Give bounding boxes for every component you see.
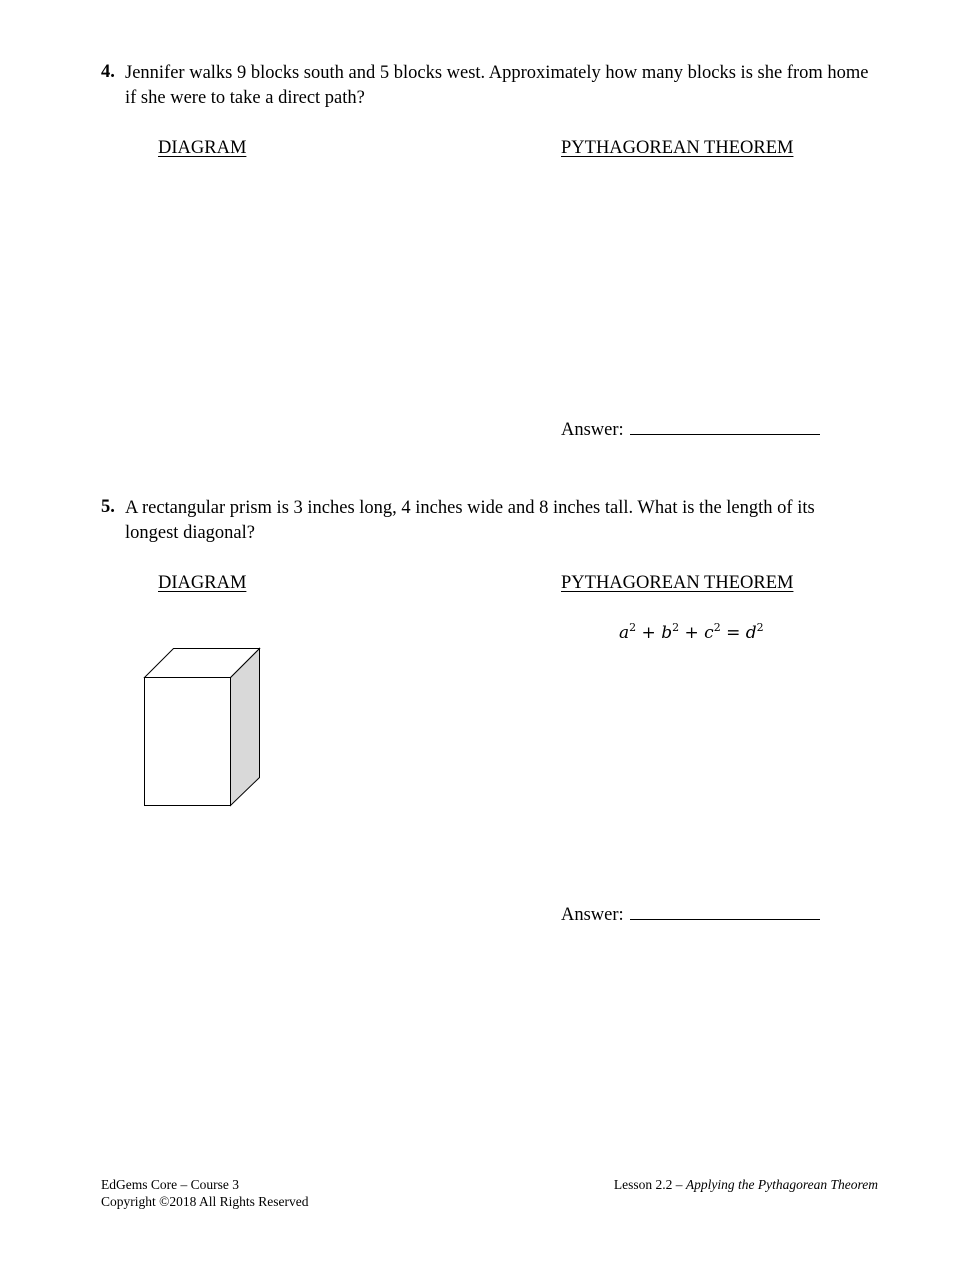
problem-4-theorem-heading: PYTHAGOREAN THEOREM xyxy=(561,138,794,158)
problem-4-diagram-heading: DIAGRAM xyxy=(158,138,247,158)
problem-5-answer-blank[interactable] xyxy=(630,905,820,920)
problem-4-answer[interactable] xyxy=(561,420,820,441)
footer-copyright: Copyright ©2018 All Rights Reserved xyxy=(101,1194,309,1209)
prism-front-face xyxy=(145,678,231,806)
footer-lesson-title: Applying the Pythagorean Theorem xyxy=(685,1177,878,1192)
footer-lesson-number: Lesson 2.2 – xyxy=(613,1177,686,1192)
problem-4-answer-label: Answer: xyxy=(561,420,624,440)
problem-4-text: Jennifer walks 9 blocks south and 5 blocks west. Approximately how many blocks is she from home if she were to take a direct path? xyxy=(125,63,869,108)
problem-5-text: A rectangular prism is 3 inches long, 4 inches wide and 8 inches tall. What is the length of its longest diagonal? xyxy=(125,498,815,543)
problem-4-number: 4. xyxy=(101,62,115,82)
problem-5-number: 5. xyxy=(101,497,115,517)
rectangular-prism-diagram xyxy=(141,645,263,809)
problem-5-answer-label: Answer: xyxy=(561,905,624,925)
pythagorean-3d-formula: $a^2 + b^2 + c^2 = d^2$ xyxy=(619,621,764,643)
problem-5-diagram-heading: DIAGRAM xyxy=(158,573,247,593)
problem-4-answer-blank[interactable] xyxy=(630,420,820,435)
problem-5-answer[interactable] xyxy=(561,905,820,926)
problem-5-theorem-heading: PYTHAGOREAN THEOREM xyxy=(561,573,794,593)
footer-course: EdGems Core – Course 3 xyxy=(101,1177,239,1192)
footer-left xyxy=(101,1176,309,1210)
footer-right xyxy=(614,1176,878,1193)
